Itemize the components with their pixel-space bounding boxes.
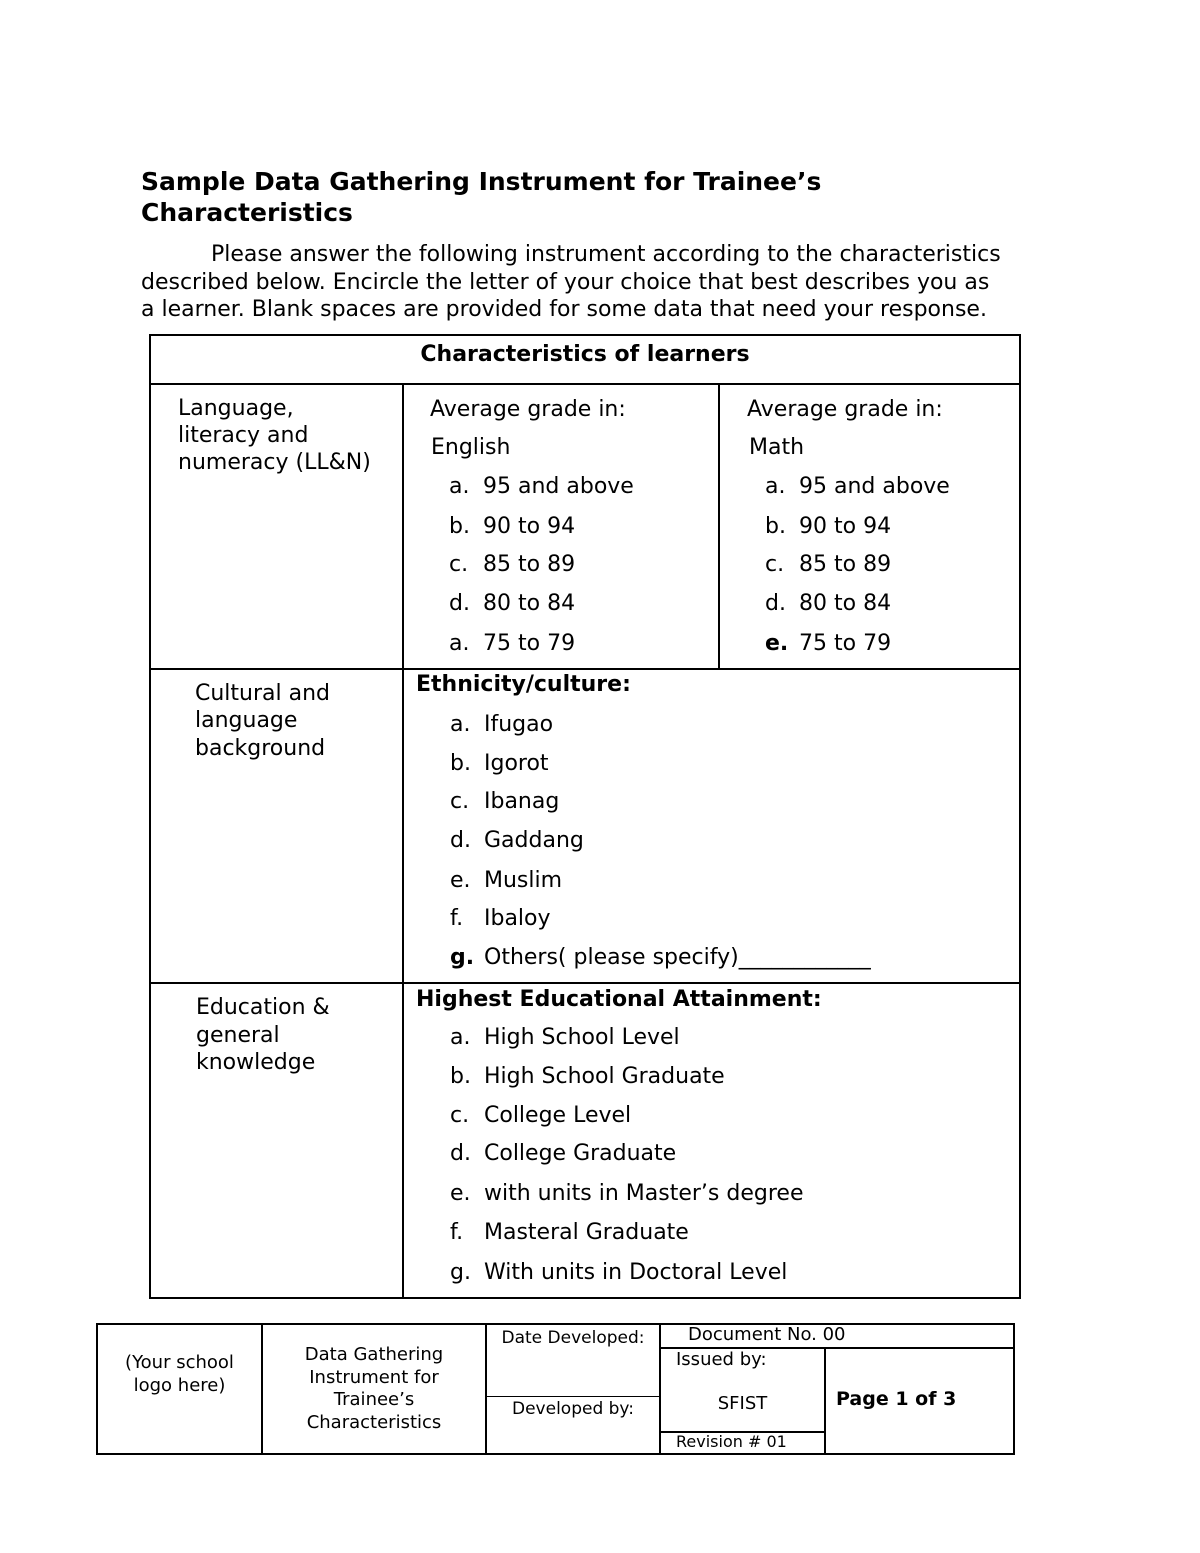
lln-options: [404, 385, 1019, 668]
english-option-c[interactable]: c. 85 to 89: [449, 552, 576, 577]
math-option-e[interactable]: e. 75 to 79: [765, 631, 892, 656]
math-subject: Math: [749, 435, 805, 460]
ethnicity-heading: Ethnicity/culture:: [416, 672, 631, 697]
footer-document-title: Data Gathering Instrument for Trainee’s Characteristics: [304, 1344, 444, 1433]
table-row-culture: [151, 670, 1019, 984]
english-heading: Average grade in:: [430, 397, 626, 422]
math-option-b[interactable]: b. 90 to 94: [765, 514, 892, 539]
instructions-paragraph: [141, 241, 1071, 324]
education-option-c[interactable]: c. College Level: [450, 1103, 632, 1128]
english-option-a[interactable]: a. 95 and above: [449, 474, 634, 499]
education-option-b[interactable]: b. High School Graduate: [450, 1064, 725, 1089]
title-line-2: Characteristics: [141, 198, 353, 227]
education-options: [404, 984, 1019, 1297]
row-label-education: Education & general knowledge: [151, 984, 404, 1297]
culture-option-d[interactable]: d. Gaddang: [450, 828, 584, 853]
math-grade-column: [720, 385, 1019, 668]
culture-option-f[interactable]: f. Ibaloy: [450, 906, 551, 931]
culture-option-e[interactable]: e. Muslim: [450, 868, 563, 893]
page-indicator: Page 1 of 3: [836, 1388, 957, 1410]
english-option-d[interactable]: d. 80 to 84: [449, 591, 576, 616]
divider: [487, 1396, 659, 1397]
math-heading: Average grade in:: [747, 397, 943, 422]
page-title: [141, 166, 1041, 228]
culture-options: [404, 670, 1019, 982]
english-subject: English: [431, 435, 511, 460]
english-option-e[interactable]: a. 75 to 79: [449, 631, 576, 656]
culture-option-b[interactable]: b. Igorot: [450, 751, 549, 776]
developed-by-label: Developed by:: [512, 1399, 634, 1419]
table-row-lln: [151, 385, 1019, 670]
table-header: Characteristics of learners: [151, 336, 1019, 385]
issued-by-value: SFIST: [717, 1393, 768, 1414]
education-option-e[interactable]: e. with units in Master’s degree: [450, 1181, 804, 1206]
culture-option-g-others[interactable]: g. Others( please specify)____________: [450, 945, 871, 970]
row-label-lln: Language, literacy and numeracy (LL&N): [151, 385, 404, 668]
english-option-b[interactable]: b. 90 to 94: [449, 514, 576, 539]
title-line-1: Sample Data Gathering Instrument for Trainee’s: [141, 167, 822, 196]
intro-line-1: Please answer the following instrument according to the characteristics: [211, 242, 1001, 267]
english-grade-column: [404, 385, 720, 668]
culture-option-a[interactable]: a. Ifugao: [450, 712, 554, 737]
education-option-a[interactable]: a. High School Level: [450, 1025, 680, 1050]
math-option-a[interactable]: a. 95 and above: [765, 474, 950, 499]
issued-by-label: Issued by:: [676, 1349, 767, 1370]
intro-line-3: a learner. Blank spaces are provided for some data that need your response.: [141, 297, 987, 322]
document-control-footer: [96, 1323, 1015, 1455]
revision-number: Revision # 01: [676, 1432, 787, 1451]
table-row-education: [151, 984, 1019, 1297]
culture-option-c[interactable]: c. Ibanag: [450, 789, 560, 814]
characteristics-table: [149, 334, 1021, 1299]
school-logo-placeholder: (Your school logo here): [125, 1352, 234, 1396]
divider: [824, 1348, 826, 1453]
date-developed-label: Date Developed:: [501, 1328, 645, 1348]
row-label-culture: Cultural and language background: [151, 670, 404, 982]
document-number: Document No. 00: [688, 1324, 846, 1345]
education-option-f[interactable]: f. Masteral Graduate: [450, 1220, 689, 1245]
divider: [659, 1325, 661, 1453]
education-heading: Highest Educational Attainment:: [416, 987, 822, 1012]
math-option-c[interactable]: c. 85 to 89: [765, 552, 892, 577]
education-option-d[interactable]: d. College Graduate: [450, 1141, 677, 1166]
math-option-d[interactable]: d. 80 to 84: [765, 591, 892, 616]
intro-line-2: described below. Encircle the letter of your choice that best describes you as: [141, 269, 990, 295]
education-option-g[interactable]: g. With units in Doctoral Level: [450, 1260, 788, 1285]
